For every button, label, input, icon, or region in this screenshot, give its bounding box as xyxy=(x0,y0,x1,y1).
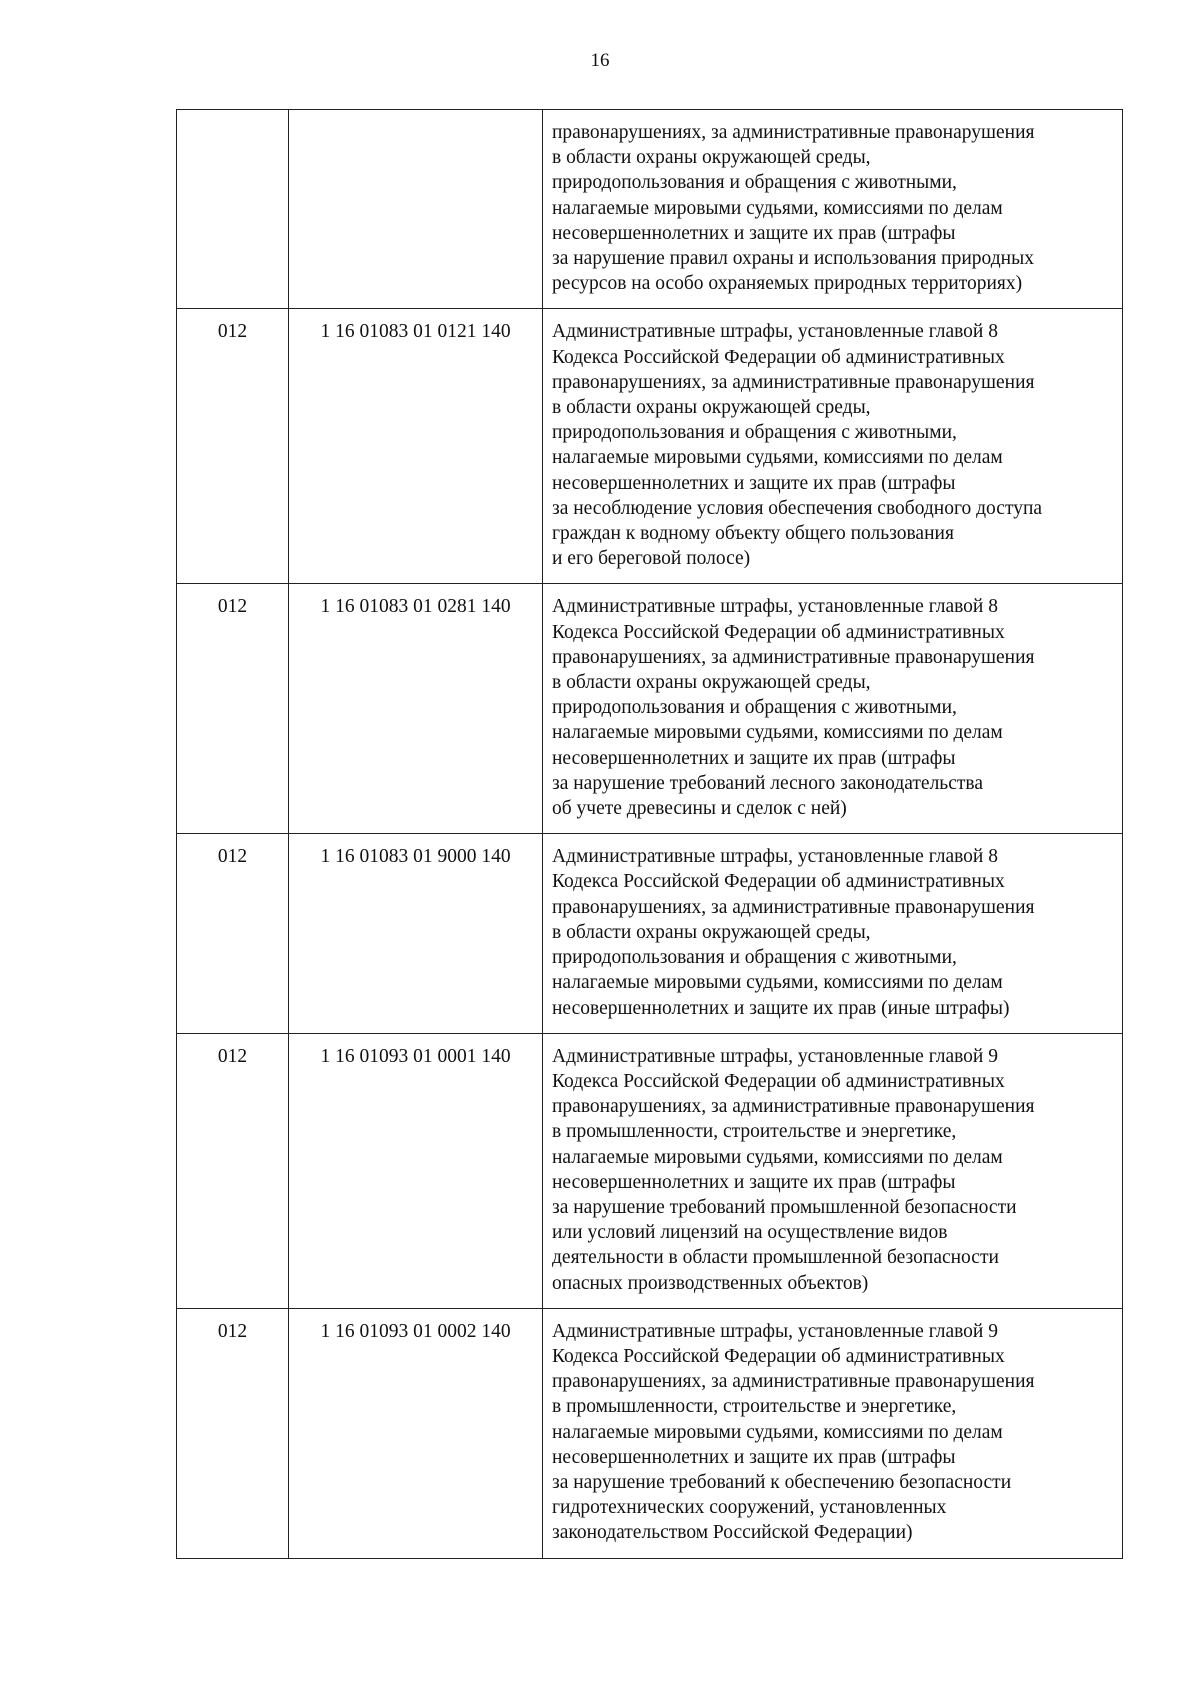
budget-classification-code-cell xyxy=(289,110,543,309)
description-line: ресурсов на особо охраняемых природных территориях) xyxy=(552,273,1023,295)
budget-classification-code-cell: 1 16 01093 01 0002 140 xyxy=(289,1308,543,1558)
description-line: в промышленности, строительстве и энергетике, xyxy=(552,1121,957,1143)
description-line: или условий лицензий на осуществление видов xyxy=(552,1222,948,1244)
description-line: Административные штрафы, установленные главой 9 xyxy=(552,1320,998,1342)
table-row xyxy=(177,110,1123,309)
budget-code-table xyxy=(176,109,1123,1559)
description-line: за несоблюдение условия обеспечения свободного доступа xyxy=(552,497,1043,519)
table-row xyxy=(177,1308,1123,1558)
description-line: за нарушение требований промышленной безопасности xyxy=(552,1196,1017,1218)
budget-classification-code-cell: 1 16 01083 01 0281 140 xyxy=(289,584,543,834)
description-line: в области охраны окружающей среды, xyxy=(552,147,871,169)
admin-code-cell: 012 xyxy=(177,1033,289,1308)
description-line: за нарушение требований к обеспечению безопасности xyxy=(552,1471,1012,1493)
description-line: природопользования и обращения с животными, xyxy=(552,422,957,444)
description-line: налагаемые мировыми судьями, комиссиями по делам xyxy=(552,1421,1003,1443)
page-number: 16 xyxy=(590,50,610,71)
description-line: в промышленности, строительстве и энергетике, xyxy=(552,1396,957,1418)
description-line: Кодекса Российской Федерации об административных xyxy=(552,621,1005,643)
budget-classification-code-cell: 1 16 01083 01 9000 140 xyxy=(289,834,543,1033)
revenue-description-cell xyxy=(543,1308,1123,1558)
table-row xyxy=(177,309,1123,584)
description-line: Административные штрафы, установленные главой 8 xyxy=(552,321,998,343)
description-line: природопользования и обращения с животными, xyxy=(552,947,957,969)
description-line: несовершеннолетних и защите их прав (штрафы xyxy=(552,747,956,769)
description-line: в области охраны окружающей среды, xyxy=(552,921,871,943)
description-line: опасных производственных объектов) xyxy=(552,1272,869,1294)
description-line: налагаемые мировыми судьями, комиссиями по делам xyxy=(552,197,1003,219)
description-line: Административные штрафы, установленные главой 8 xyxy=(552,846,998,868)
description-line: правонарушениях, за административные правонарушения xyxy=(552,896,1035,918)
description-line: налагаемые мировыми судьями, комиссиями по делам xyxy=(552,1146,1003,1168)
description-line: в области охраны окружающей среды, xyxy=(552,397,871,419)
description-line: в области охраны окружающей среды, xyxy=(552,672,871,694)
revenue-description-cell xyxy=(543,1033,1123,1308)
description-line: об учете древесины и сделок с ней) xyxy=(552,798,847,820)
description-line: налагаемые мировыми судьями, комиссиями по делам xyxy=(552,722,1003,744)
description-line: и его береговой полосе) xyxy=(552,548,751,570)
description-line: граждан к водному объекту общего пользования xyxy=(552,523,954,545)
description-line: правонарушениях, за административные правонарушения xyxy=(552,122,1035,143)
description-line: правонарушениях, за административные правонарушения xyxy=(552,371,1035,393)
budget-classification-code-cell: 1 16 01093 01 0001 140 xyxy=(289,1033,543,1308)
description-line: за нарушение правил охраны и использования природных xyxy=(552,248,1034,270)
description-line: правонарушениях, за административные правонарушения xyxy=(552,1371,1035,1393)
description-line: несовершеннолетних и защите их прав (иные штрафы) xyxy=(552,997,1010,1019)
description-line: налагаемые мировыми судьями, комиссиями по делам xyxy=(552,972,1003,994)
table-row xyxy=(177,834,1123,1033)
revenue-description-cell xyxy=(543,834,1123,1033)
budget-classification-code-cell: 1 16 01083 01 0121 140 xyxy=(289,309,543,584)
admin-code-cell: 012 xyxy=(177,1308,289,1558)
description-line: за нарушение требований лесного законодательства xyxy=(552,772,983,794)
description-line: несовершеннолетних и защите их прав (штрафы xyxy=(552,1446,956,1468)
description-line: Кодекса Российской Федерации об административных xyxy=(552,871,1005,893)
table-row xyxy=(177,1033,1123,1308)
description-line: несовершеннолетних и защите их прав (штрафы xyxy=(552,222,956,244)
revenue-description-cell xyxy=(543,110,1123,309)
admin-code-cell: 012 xyxy=(177,834,289,1033)
description-line: гидротехнических сооружений, установленных xyxy=(552,1497,947,1519)
description-line: Кодекса Российской Федерации об административных xyxy=(552,1345,1005,1367)
description-line: правонарушениях, за административные правонарушения xyxy=(552,1096,1035,1118)
description-line: налагаемые мировыми судьями, комиссиями по делам xyxy=(552,447,1003,469)
description-line: Административные штрафы, установленные главой 8 xyxy=(552,596,998,618)
admin-code-cell: 012 xyxy=(177,584,289,834)
admin-code-cell: 012 xyxy=(177,309,289,584)
description-line: несовершеннолетних и защите их прав (штрафы xyxy=(552,472,956,494)
revenue-description-cell xyxy=(543,584,1123,834)
description-line: правонарушениях, за административные правонарушения xyxy=(552,646,1035,668)
description-line: Кодекса Российской Федерации об административных xyxy=(552,1070,1005,1092)
revenue-description-cell xyxy=(543,309,1123,584)
description-line: Кодекса Российской Федерации об административных xyxy=(552,346,1005,368)
table-row xyxy=(177,584,1123,834)
description-line: законодательством Российской Федерации) xyxy=(552,1522,913,1544)
description-line: природопользования и обращения с животными, xyxy=(552,172,957,194)
description-line: Административные штрафы, установленные главой 9 xyxy=(552,1045,998,1067)
description-line: несовершеннолетних и защите их прав (штрафы xyxy=(552,1171,956,1193)
description-line: деятельности в области промышленной безопасности xyxy=(552,1247,999,1269)
description-line: природопользования и обращения с животными, xyxy=(552,697,957,719)
admin-code-cell xyxy=(177,110,289,309)
